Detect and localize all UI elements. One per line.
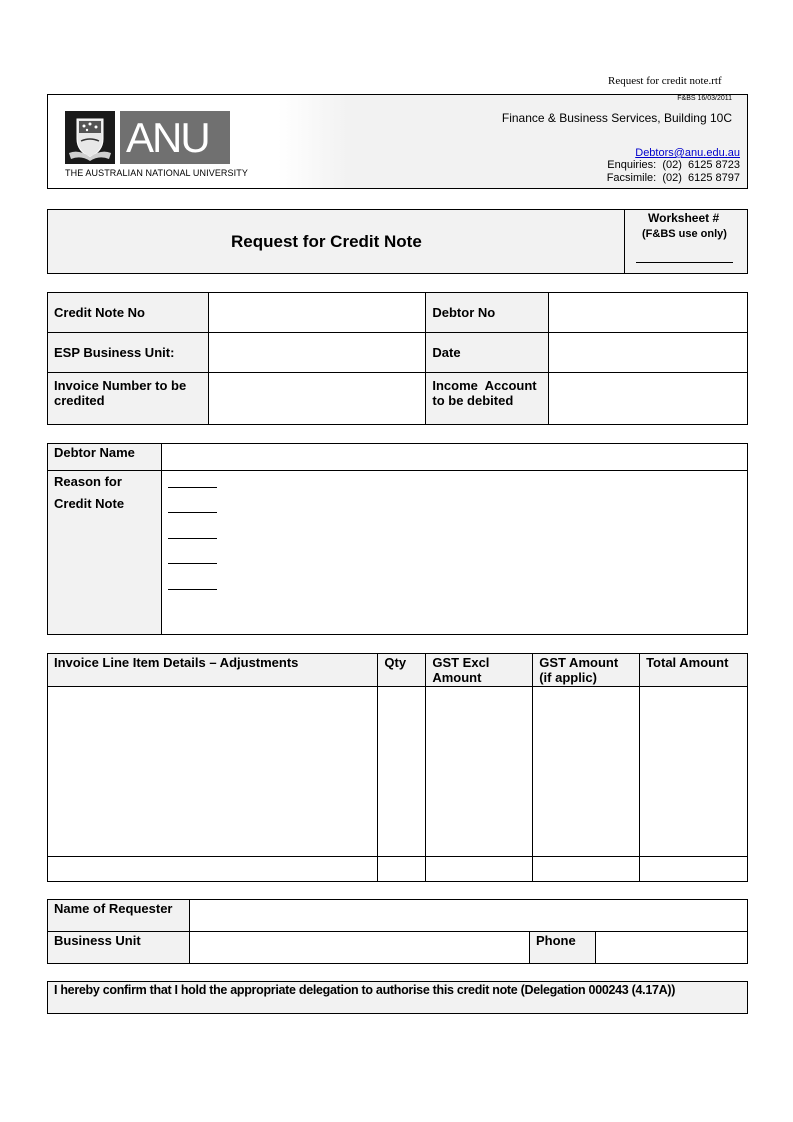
- invoice-number-label: [48, 373, 209, 425]
- date-label: Date: [426, 333, 549, 373]
- debtor-no-label: Debtor No: [426, 293, 549, 333]
- business-unit-label: Business Unit: [48, 932, 190, 964]
- worksheet-number-field[interactable]: [636, 262, 733, 263]
- income-account-label-line1: Income Account: [432, 378, 537, 393]
- qty-total-cell[interactable]: [378, 857, 426, 882]
- crest-icon: [65, 111, 115, 164]
- line-items-table: [47, 653, 748, 882]
- debtors-email-link[interactable]: Debtors@anu.edu.au: [635, 147, 740, 159]
- reason-line-2: [168, 512, 217, 513]
- totals-row: [48, 857, 748, 882]
- worksheet-note: (F&BS use only): [642, 228, 727, 240]
- gst-amount-header-line2: (if applic): [539, 670, 597, 685]
- confirmation-box: [47, 981, 748, 1014]
- logo-wordmark-box: [120, 111, 230, 164]
- phone-label: Phone: [530, 932, 596, 964]
- reason-line-5: [168, 589, 217, 590]
- details-total-cell[interactable]: [48, 857, 378, 882]
- university-name: THE AUSTRALIAN NATIONAL UNIVERSITY: [65, 168, 248, 178]
- gst-amount-cell[interactable]: [533, 687, 640, 857]
- gst-excl-cell[interactable]: [426, 687, 533, 857]
- total-amount-header: Total Amount: [640, 654, 748, 687]
- invoice-number-field[interactable]: [208, 373, 426, 425]
- qty-cell[interactable]: [378, 687, 426, 857]
- logo-wordmark: ANU: [126, 114, 209, 161]
- esp-business-unit-label: ESP Business Unit:: [48, 333, 209, 373]
- phone-field[interactable]: [596, 932, 748, 964]
- reason-label: [48, 471, 162, 635]
- income-account-label: [426, 373, 549, 425]
- header-box: [47, 94, 748, 189]
- gst-excl-header-line1: GST Excl: [432, 655, 490, 670]
- reason-label-line2: Credit Note: [54, 496, 125, 511]
- gst-excl-header-line2: Amount: [432, 670, 482, 685]
- requester-table: [47, 899, 748, 964]
- form-code: F&BS 16/03/2011: [677, 95, 732, 102]
- gst-amount-header: [533, 654, 640, 687]
- reason-line-4: [168, 563, 217, 564]
- enquiries-phone: Enquiries: (02) 6125 8723: [607, 159, 740, 171]
- worksheet-label: Worksheet #: [648, 211, 720, 225]
- qty-header: Qty: [378, 654, 426, 687]
- debtor-reason-table: [47, 443, 748, 635]
- credit-note-no-field[interactable]: [208, 293, 426, 333]
- gst-amount-total-cell[interactable]: [533, 857, 640, 882]
- reason-field[interactable]: [162, 471, 748, 635]
- facsimile-number: Facsimile: (02) 6125 8797: [606, 172, 740, 184]
- department-address: Finance & Business Services, Building 10C: [501, 111, 732, 125]
- credit-details-table: [47, 292, 748, 425]
- debtor-no-field[interactable]: [549, 293, 748, 333]
- invoice-number-label-line2: credited: [54, 393, 105, 408]
- gst-amount-header-line1: GST Amount: [539, 655, 619, 670]
- document-filename: Request for credit note.rtf: [608, 75, 722, 87]
- details-cell[interactable]: [48, 687, 378, 857]
- debtor-name-field[interactable]: [162, 444, 748, 471]
- income-account-field[interactable]: [549, 373, 748, 425]
- total-amount-total-cell[interactable]: [640, 857, 748, 882]
- details-header: Invoice Line Item Details – Adjustments: [48, 654, 378, 687]
- invoice-number-label-line1: Invoice Number to be: [54, 378, 187, 393]
- total-amount-cell[interactable]: [640, 687, 748, 857]
- gst-excl-header: [426, 654, 533, 687]
- reason-label-line1: Reason for: [54, 474, 122, 489]
- business-unit-field[interactable]: [190, 932, 530, 964]
- name-of-requester-field[interactable]: [190, 900, 748, 932]
- page-title: Request for Credit Note: [231, 232, 422, 251]
- credit-note-no-label: Credit Note No: [48, 293, 209, 333]
- anu-logo: [65, 111, 230, 164]
- worksheet-divider: [624, 210, 625, 273]
- income-account-label-line2: to be debited: [432, 393, 514, 408]
- table-row: [48, 687, 748, 857]
- confirmation-text: I hereby confirm that I hold the appropriate delegation to authorise this credit note (Delegation 000243 (4.17A)): [54, 983, 676, 997]
- name-of-requester-label: Name of Requester: [48, 900, 190, 932]
- esp-business-unit-field[interactable]: [208, 333, 426, 373]
- title-box: [47, 209, 748, 274]
- gst-excl-total-cell[interactable]: [426, 857, 533, 882]
- reason-line-1: [168, 487, 217, 488]
- debtor-name-label: Debtor Name: [48, 444, 162, 471]
- reason-line-3: [168, 538, 217, 539]
- date-field[interactable]: [549, 333, 748, 373]
